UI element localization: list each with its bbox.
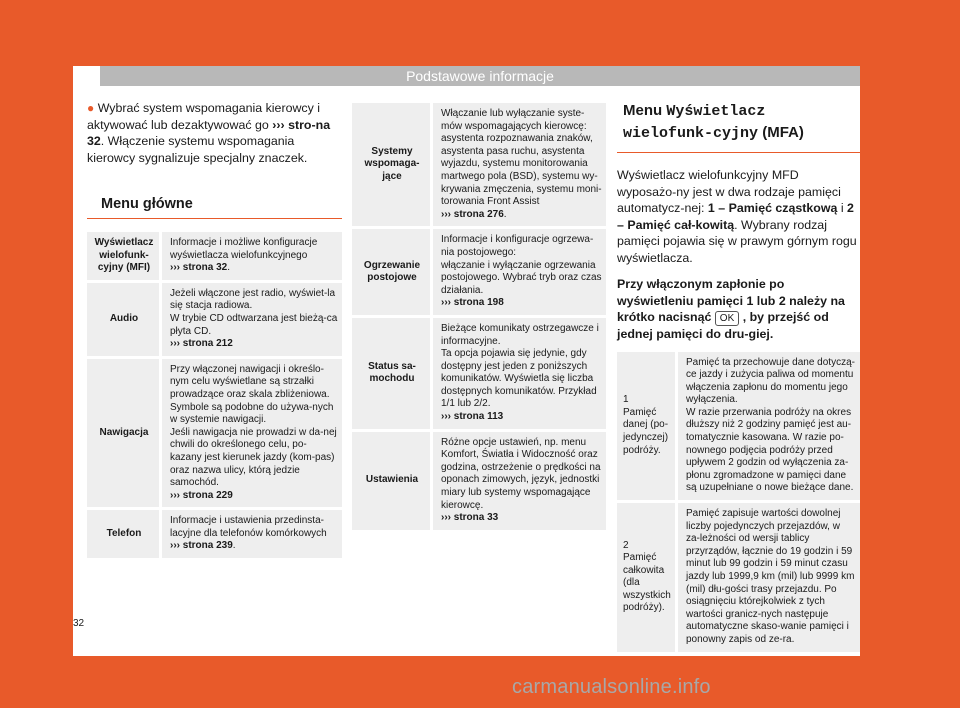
row-description	[430, 229, 606, 315]
page-reference-link[interactable]: ››› strona 32	[170, 262, 228, 274]
row-description-text: Informacje i konfiguracje ogrzewa-nia postojowego: włączanie i wyłączanie ogrzewania postojowego. Wybrać tryb oraz czas działania.	[441, 234, 602, 296]
row-description-text: Różne opcje ustawień, np. menu Komfort, Światła i Widoczność oraz godzina, ostrzeżenie o prędkości na oponach zimowych, język, jednostki miary lub systemy wspomagające kierowcę.	[441, 436, 601, 511]
row-description	[159, 359, 342, 508]
page-reference-link[interactable]: ››› strona 239	[170, 540, 233, 552]
page-reference-link[interactable]: ››› strona 229	[170, 489, 233, 501]
mfa-p2-text: Przy włączonym zapłonie po wyświetleniu pamięci 1 lub 2 należy na krótko nacisnąć	[617, 277, 845, 324]
table-row	[352, 103, 606, 226]
page-reference-tail: .	[227, 262, 231, 274]
row-label: Wyświetlacz wielofunk-cyjny (MFI)	[87, 232, 159, 280]
page-reference	[170, 540, 338, 553]
table-row	[87, 232, 342, 280]
column-right	[617, 100, 860, 655]
main-menu-table	[87, 229, 342, 561]
mfa-p2-text-end: , by przejść od jednej pamięci do dru-giej.	[617, 310, 829, 341]
row-description-text: Bieżące komunikaty ostrzegawcze i informacyjne. Ta opcja pojawia się jedynie, gdy dostępny jest jeden z poniższych komunikatów. Wyświetla się liczba dostępnych komunikatów. Przykład 1/1 lub 2/2.	[441, 322, 599, 410]
table-row	[352, 432, 606, 530]
table-row	[87, 510, 342, 558]
page-reference-link[interactable]: ››› strona 198	[441, 297, 504, 309]
row-description	[159, 510, 342, 558]
section-title-main-menu: Menu główne	[101, 196, 193, 212]
page-reference-link[interactable]: ››› strona 33	[441, 512, 499, 524]
row-description	[159, 232, 342, 280]
row-label: Nawigacja	[87, 359, 159, 508]
row-description-text: Informacje i możliwe konfiguracje wyświetlacza wielofunkcyjnego	[170, 237, 318, 261]
row-number: 1	[623, 394, 629, 406]
row-label: Audio	[87, 283, 159, 356]
mfa-memory-table	[617, 349, 860, 655]
row-description-text: Jeżeli włączone jest radio, wyświet-la się stacja radiowa. W trybie CD odtwarzana jest bieżą-ca płyta CD.	[170, 287, 338, 337]
bullet-icon: ●	[87, 101, 95, 115]
watermark: carmanualsonline.info	[512, 676, 711, 698]
table-row	[617, 352, 860, 501]
page-reference-link[interactable]: ››› strona 113	[441, 411, 504, 423]
mfa-title-mono: Wyświetlacz wielofunk-cyjny	[623, 103, 766, 142]
page-reference	[441, 297, 602, 310]
page-reference-tail: .	[232, 540, 236, 552]
row-description-text: Włączanie lub wyłączanie syste-mów wspomagających kierowcę: asystenta rozpoznawania znaków, asystenta pasa ruchu, asystenta wyjazdu, systemu monitorowania martwego pola (BSD), systemu wy-krywania zmęczenia, systemu moni-torowania Front Assist	[441, 108, 602, 208]
row-description	[675, 503, 860, 652]
row-description-text: Pamięć zapisuje wartości dowolnej liczby pojedynczych przejazdów, w za-leżności od wersji tablicy przyrządów, łącznie do 19 godzin i 59 minut lub 99 godzin i 59 minut czasu jazdy lub 1999,9 km (mil) lub 9999 km (mil) dłu-gości trasy przejazdu. Po osiągnięciu którejkolwiek z tych wartości granicz-nych następuje automatyczne skaso-wanie pamięci i ponowny zapis od ze-ra.	[686, 508, 855, 645]
page-reference-link[interactable]: ››› strona 212	[170, 338, 233, 350]
page-number: 32	[73, 618, 85, 629]
row-description	[159, 283, 342, 356]
intro-text-b: . Włączenie systemu wspomagania kierowcy sygnalizuje specjalny znaczek.	[87, 134, 308, 165]
row-label-text: Pamięć całkowita (dla wszystkich podróży).	[623, 552, 671, 614]
mfa-p1-text-end: . Wybrany rodzaj pamięci pojawia się w prawym górnym rogu wyświetlacza.	[617, 217, 857, 265]
row-label: Ogrzewanie postojowe	[352, 229, 430, 315]
column-left	[87, 100, 342, 561]
page-reference	[441, 512, 602, 525]
table-row	[617, 503, 860, 652]
row-description	[675, 352, 860, 501]
mfa-title-suffix: (MFA)	[758, 124, 804, 141]
page-reference-tail: .	[503, 208, 507, 220]
row-label: Status sa-mochodu	[352, 318, 430, 429]
ok-key-icon: OK	[715, 311, 739, 326]
row-description	[430, 103, 606, 226]
table-row	[352, 318, 606, 429]
row-description	[430, 432, 606, 530]
table-row	[87, 283, 342, 356]
row-label: Telefon	[87, 510, 159, 558]
row-label: Systemy wspomaga-jące	[352, 103, 430, 226]
mfa-p1-memory-2: 2 – Pamięć cał-kowitą	[617, 201, 854, 232]
table-row	[352, 229, 606, 315]
row-number: 2	[623, 539, 629, 551]
page-reference	[170, 490, 338, 503]
section-divider	[87, 218, 342, 219]
mfa-title-prefix: Menu	[623, 102, 667, 119]
row-label	[617, 352, 675, 501]
row-description-text: Informacje i ustawienia przedinsta-lacyjne dla telefonów komórkowych	[170, 515, 327, 539]
intro-page-link[interactable]: ››› stro-na 32	[87, 117, 331, 148]
row-description-text: Pamięć ta przechowuje dane dotyczą-ce jazdy i zużycia paliwa od momentu włączenia zapłonu do momentu jego wyłączenia. W razie przerwania podróży na okres dłuższy niż 2 godziny pamięć jest au-tomatycznie kasowana. W razie po-nownego podjęcia podróży przed upływem 2 godzin od wyłączenia za-płonu zgromadzone w pamięci dane są uzupełniane o nowe bieżące dane.	[686, 356, 855, 494]
row-label-text: Pamięć danej (po-jedynczej) podróży.	[623, 406, 669, 456]
row-label	[617, 503, 675, 652]
column-middle	[352, 100, 606, 533]
page-header: Podstawowe informacje	[100, 66, 860, 86]
intro-text-a: Wybrać system wspomagania kierowcy i aktywować lub dezaktywować go	[87, 101, 321, 132]
table-row	[87, 359, 342, 508]
page-reference-link[interactable]: ››› strona 276	[441, 208, 504, 220]
section-title-mfa	[617, 100, 860, 153]
page-reference	[441, 411, 602, 424]
main-menu-table-continued	[352, 100, 606, 533]
row-label: Ustawienia	[352, 432, 430, 530]
intro-paragraph	[87, 100, 342, 166]
row-description	[430, 318, 606, 429]
mfa-p1-memory-1: 1 – Pamięć cząstkową	[707, 201, 838, 215]
page-reference	[441, 209, 602, 222]
mfa-paragraph-1	[617, 167, 860, 266]
mfa-p1-text: Wyświetlacz wielofunkcyjny MFD wyposażo-ny jest w dwa rodzaje pamięci automatycz-nej:	[617, 168, 841, 215]
mfa-p1-and: i	[837, 201, 848, 215]
mfa-paragraph-2	[617, 276, 860, 343]
row-description-text: Przy włączonej nawigacji i określo-nym celu wyświetlane są strzałki prowadzące oraz skala zbliżeniowa. Symbole są podobne do używa-nych w systemie nawigacji. Jeśli nawigacja nie prowadzi w da-nej chwili do określonego celu, po-kazany jest kierunek jazdy (kom-pas) oraz nazwa ulicy, którą jedzie samochód.	[170, 363, 337, 489]
page-reference	[170, 338, 338, 351]
page-reference	[170, 262, 338, 275]
